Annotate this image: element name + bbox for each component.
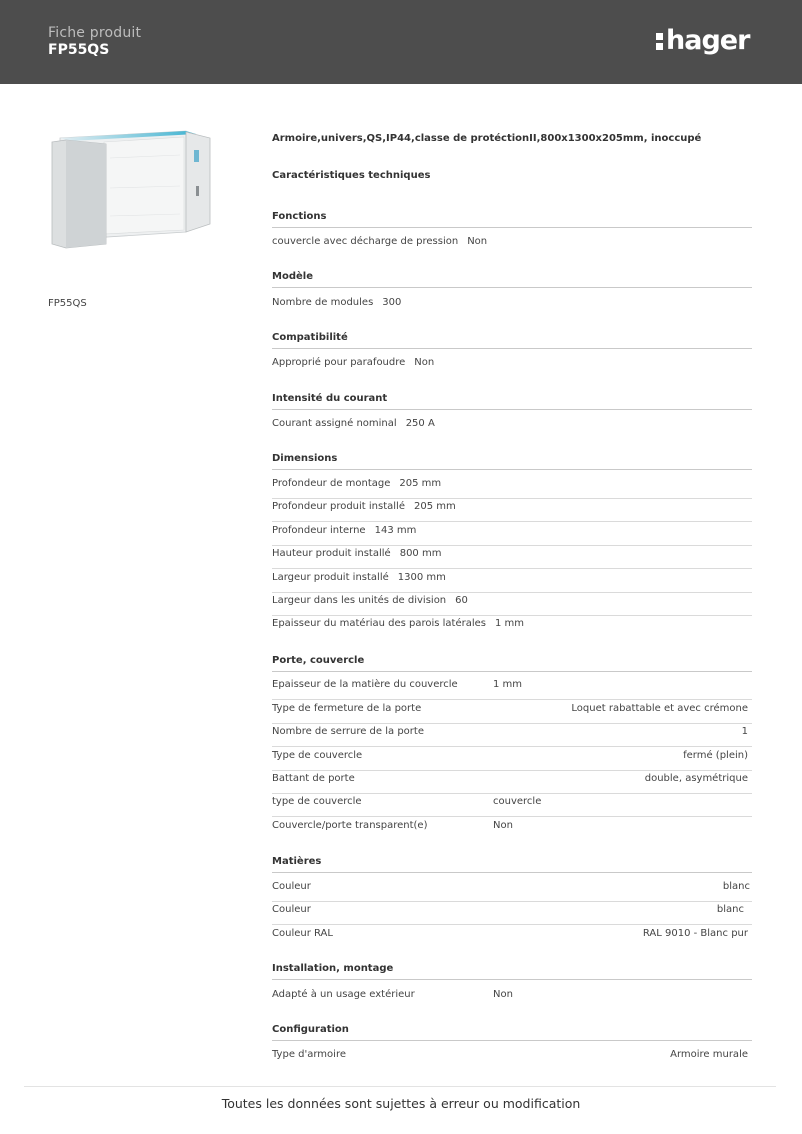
- spec-row: [272, 593, 752, 616]
- spec-row: [272, 987, 752, 1010]
- spec-value: Non: [467, 236, 488, 247]
- section-heading-fonctions: Fonctions: [272, 211, 752, 228]
- spec-label: Type d'armoire: [272, 1049, 346, 1060]
- footer-disclaimer: Toutes les données sont sujettes à erreur ou modification: [221, 1096, 581, 1111]
- spec-label: type de couvercle: [272, 796, 362, 807]
- spec-value: 1 mm: [493, 679, 523, 690]
- spec-label: Hauteur produit installé: [272, 548, 391, 559]
- spec-row: [272, 476, 752, 499]
- section-heading-configuration: Configuration: [272, 1024, 752, 1041]
- section-heading-installation: Installation, montage: [272, 963, 752, 980]
- spec-label: Couleur: [272, 881, 311, 892]
- spec-row: [272, 677, 752, 700]
- spec-value: 143 mm: [374, 525, 417, 536]
- spec-value: 205 mm: [399, 478, 442, 489]
- spec-label: Couleur: [272, 904, 311, 915]
- spec-row: [272, 523, 752, 546]
- spec-value: 1300 mm: [397, 572, 446, 583]
- spec-row: [272, 794, 752, 817]
- spec-label: Nombre de modules: [272, 297, 374, 308]
- spec-value: 800 mm: [399, 548, 442, 559]
- section-heading-matieres: Matières: [272, 856, 752, 873]
- spec-label: couvercle avec décharge de pression: [272, 236, 459, 247]
- footer-divider: [24, 1086, 776, 1087]
- section-heading-intensite: Intensité du courant: [272, 393, 752, 410]
- hager-logo: [656, 22, 749, 58]
- spec-row: [272, 616, 752, 639]
- spec-row: [272, 416, 752, 439]
- cabinet-image: [46, 128, 212, 250]
- spec-value: double, asymétrique: [644, 773, 748, 784]
- spec-label: Nombre de serrure de la porte: [272, 726, 424, 737]
- spec-label: Epaisseur du matériau des parois latérales: [272, 618, 487, 629]
- spec-value: 205 mm: [413, 501, 456, 512]
- spec-row: [272, 701, 752, 724]
- spec-row: [272, 499, 752, 522]
- spec-label: Largeur dans les unités de division: [272, 595, 447, 606]
- spec-value: 1: [741, 726, 748, 737]
- spec-value: RAL 9010 - Blanc pur: [642, 928, 748, 939]
- spec-value: 1 mm: [495, 618, 525, 629]
- spec-value: Loquet rabattable et avec crémone: [571, 703, 748, 714]
- spec-row: [272, 748, 752, 771]
- spec-value: couvercle: [493, 796, 542, 807]
- spec-label: Battant de porte: [272, 773, 355, 784]
- spec-row: [272, 1047, 752, 1070]
- spec-row: [272, 295, 752, 318]
- spec-value: fermé (plein): [683, 750, 748, 761]
- spec-value: Non: [493, 820, 513, 831]
- spec-row: [272, 570, 752, 593]
- spec-value: Non: [493, 989, 513, 1000]
- spec-value: blanc: [716, 904, 744, 915]
- spec-label: Adapté à un usage extérieur: [272, 989, 415, 1000]
- spec-label: Couvercle/porte transparent(e): [272, 820, 428, 831]
- spec-row: [272, 546, 752, 569]
- spec-label: Profondeur interne: [272, 525, 366, 536]
- spec-row: [272, 771, 752, 794]
- section-heading-modele: Modèle: [272, 271, 752, 288]
- side-product-code: FP55QS: [48, 298, 87, 309]
- section-heading-compatibilite: Compatibilité: [272, 332, 752, 349]
- spec-label: Profondeur produit installé: [272, 501, 405, 512]
- spec-value: blanc: [722, 881, 750, 892]
- spec-value: 300: [382, 297, 402, 308]
- specs-heading: Caractéristiques techniques: [272, 170, 431, 181]
- product-title: Armoire,univers,QS,IP44,classe de protéctionII,800x1300x205mm, inoccupé: [272, 133, 702, 144]
- spec-row: [272, 234, 752, 257]
- spec-label: Type de fermeture de la porte: [272, 703, 422, 714]
- spec-row: [272, 879, 752, 902]
- logo-wordmark: hager: [666, 24, 750, 56]
- page-header: [0, 0, 802, 84]
- spec-label: Epaisseur de la matière du couvercle: [272, 679, 458, 690]
- spec-row: [272, 902, 752, 925]
- spec-row: [272, 724, 752, 747]
- spec-label: Couleur RAL: [272, 928, 333, 939]
- spec-label: Type de couvercle: [272, 750, 363, 761]
- spec-label: Approprié pour parafoudre: [272, 357, 406, 368]
- spec-value: Non: [414, 357, 435, 368]
- section-heading-porte-couvercle: Porte, couvercle: [272, 655, 752, 672]
- spec-label: Courant assigné nominal: [272, 418, 397, 429]
- product-code-title: FP55QS: [48, 42, 110, 58]
- logo-colon-icon: [656, 28, 664, 52]
- section-heading-dimensions: Dimensions: [272, 453, 752, 470]
- spec-value: 60: [455, 595, 468, 606]
- spec-value: Armoire murale: [670, 1049, 748, 1060]
- spec-row: [272, 818, 752, 841]
- spec-label: Profondeur de montage: [272, 478, 391, 489]
- doc-type-label: Fiche produit: [48, 25, 142, 41]
- spec-row: [272, 355, 752, 378]
- spec-label: Largeur produit installé: [272, 572, 389, 583]
- spec-row: [272, 926, 752, 949]
- spec-value: 250 A: [405, 418, 435, 429]
